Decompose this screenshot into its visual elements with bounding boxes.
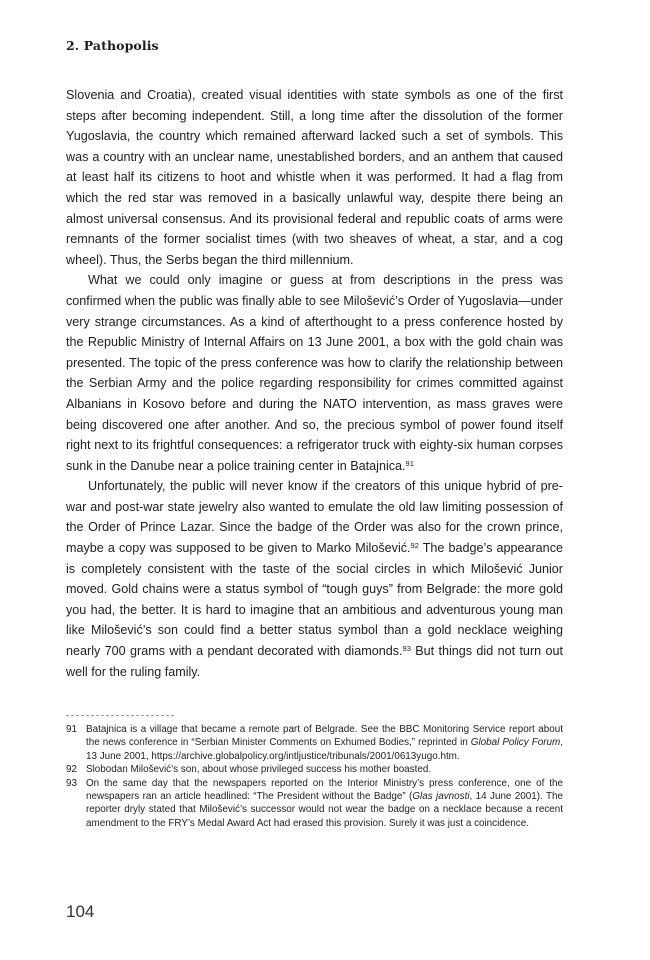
paragraph-2 <box>66 270 563 476</box>
footnote-ref-93[interactable]: 93 <box>402 644 411 654</box>
footnotes <box>66 723 563 830</box>
footnote-text-b: , 14 June 2001). The reporter dryly stated that Milošević’s successor would not wear the badge on a necklace because a recent amendment to the FRY’s Medal Award Act had erased this provision. Surely it was just a coincidence. <box>86 791 564 829</box>
paragraph-3 <box>66 476 563 682</box>
footnote-ref-92[interactable]: 92 <box>410 541 419 551</box>
footnote-text-a: Batajnica is a village that became a remote part of Belgrade. See the BBC Monitoring Service report about the news conference in “Serbian Minister Comments on Exhumed Bodies,” reprinted in <box>86 724 563 749</box>
footnote-ref-91[interactable]: 91 <box>405 458 414 468</box>
footnote-91 <box>66 723 563 763</box>
running-header: 2. Pathopolis <box>66 38 159 53</box>
paragraph-1: Slovenia and Croatia), created visual identities with state symbols as one of the first steps after becoming independent. Still, a long time after the dissolution of the former Yugoslavia, the country which remained afterward lacked such a set of symbols. This was a country with an unclear name, unestablished borders, and an anthem that caused at least half its citizens to hoot and whistle when it was performed. It had a flag from which the red star was removed in a basically unlawful way, despite there being an almost universal consensus. And its provisional federal and republic coats of arms were remnants of the former socialist times (with two sheaves of wheat, a star, and a cog wheel). Thus, the Serbs began the third millennium. <box>66 88 563 267</box>
footnote-separator <box>66 715 174 716</box>
paragraph-3-text-b: The badge’s appearance is completely consistent with the taste of the social circles in which Milošević Junior moved. Gold chains were a status symbol of “tough guys” from Belgrade: the more gold you had, the better. It is hard to imagine that an ambitious and adventurous young man like Milošević’s son could find a better status symbol than a gold necklace weighing nearly 700 grams with a pendant decorated with diamonds. <box>66 541 563 659</box>
footnote-93 <box>66 777 563 831</box>
footnote-text-b[interactable]: , 13 June 2001, https://archive.globalpolicy.org/intljustice/tribunals/2001/0613yugo.htm. <box>86 737 563 762</box>
footnote-text-a: On the same day that the newspapers reported on the Interior Ministry’s press conference, one of the newspapers ran an article headlined: “The President without the Badge” ( <box>86 777 563 803</box>
footnote-text <box>86 723 563 763</box>
footnote-number: 92 <box>66 764 77 776</box>
footnote-number: 93 <box>66 777 77 789</box>
page-number: 104 <box>66 902 95 921</box>
footnote-text <box>86 763 563 776</box>
paragraph-3-text-a: Unfortunately, the public will never know if the creators of this unique hybrid of pre-war and post-war state jewelry also wanted to emulate the old law limiting possession of the Order of Prince Lazar. Since the badge of the Order was also for the crown prince, maybe a copy was supposed to be given to Marko Milošević. <box>66 479 563 556</box>
footnote-number: 91 <box>66 724 77 735</box>
body-text <box>66 85 563 682</box>
footnote-text <box>86 777 563 831</box>
footnote-italic-source: Glas javnosti <box>412 791 470 803</box>
paragraph-2-text: What we could only imagine or guess at from descriptions in the press was confirmed when the public was finally able to see Milošević’s Order of Yugoslavia—under very strange circumstances. As a kind of afterthought to a press conference hosted by the Republic Ministry of Internal Affairs on 13 June 2001, a box with the gold chain was presented. The topic of the press conference was how to clarify the relationship between the Serbian Army and the police regarding responsibility for crimes committed against Albanians in Kosovo before and during the NATO intervention, as mass graves were being discovered one after another. And so, the precious symbol of power found itself right next to its frightful consequences: a refrigerator truck with eighty-six human corpses sunk in the Danube near a police training center in Batajnica. <box>66 273 563 473</box>
footnote-text-a: Slobodan Milošević’s son, about whose privileged success his mother boasted. <box>86 764 432 776</box>
paragraph-3-text-c: But things did not turn out well for the ruling family. <box>66 644 563 679</box>
footnote-92 <box>66 763 563 776</box>
footnote-italic-source: Global Policy Forum <box>470 737 561 749</box>
